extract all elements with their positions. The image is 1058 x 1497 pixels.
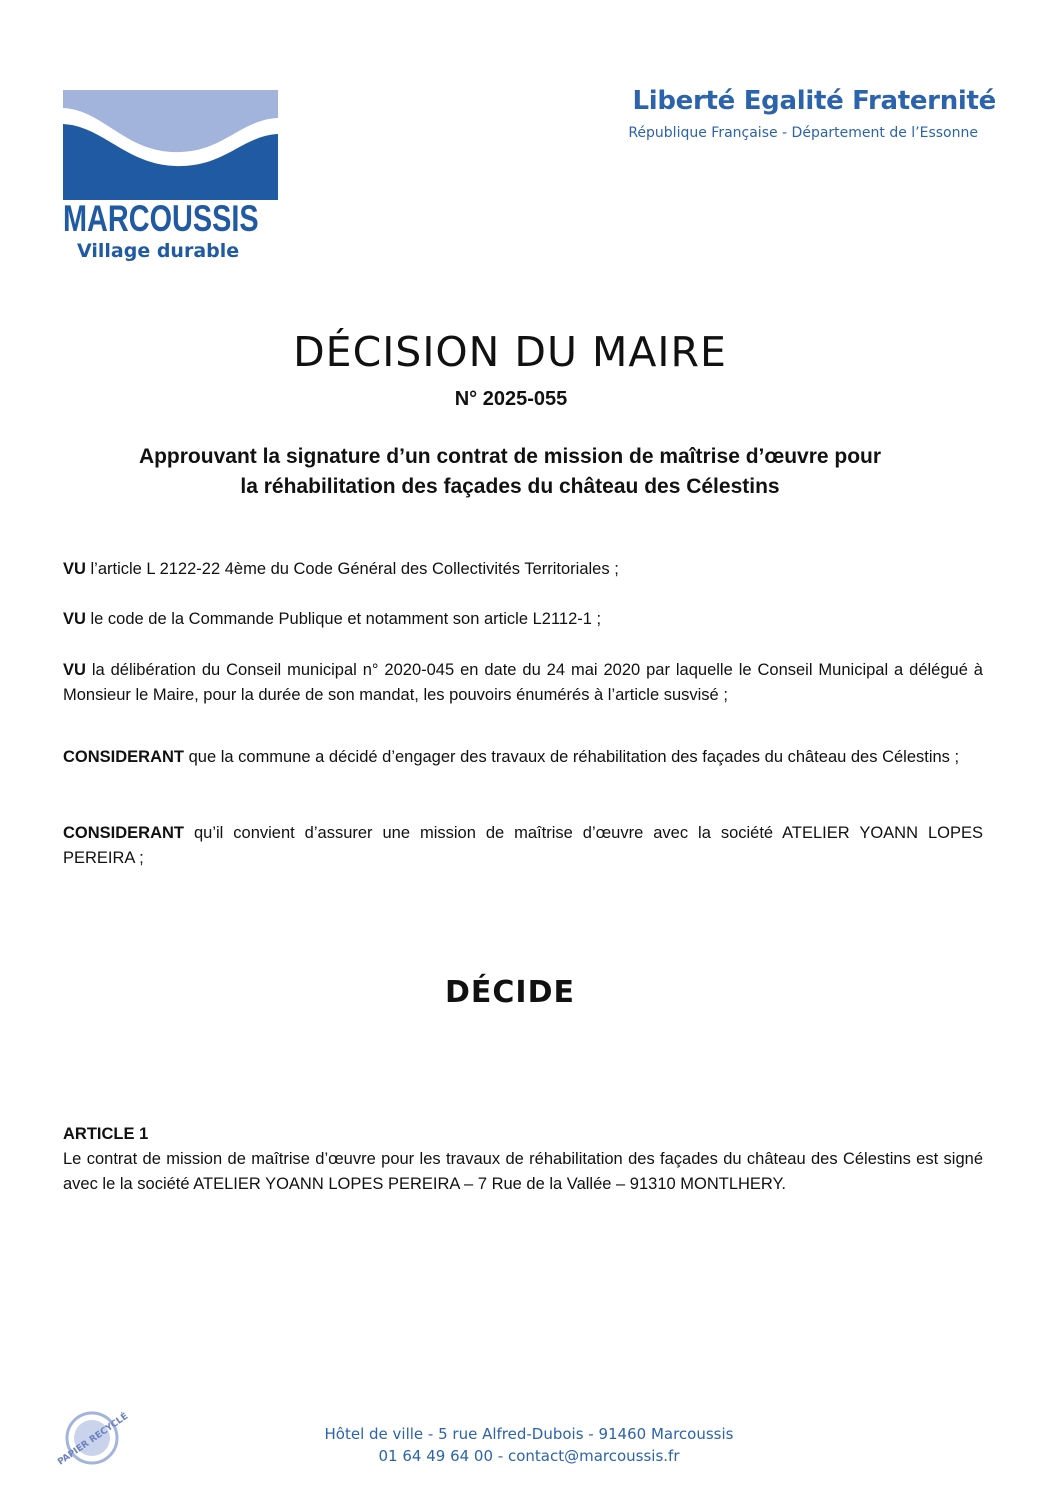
subject-line-1: Approuvant la signature d’un contrat de mission de maîtrise d’œuvre pour (138, 445, 882, 468)
paragraph-vu-1 (63, 557, 983, 582)
paragraph-lead: CONSIDERANT (63, 748, 185, 766)
article-heading: ARTICLE 1 (63, 1125, 149, 1143)
article-text: Le contrat de mission de maîtrise d’œuvre pour les travaux de réhabilitation des façades du château des Célestins est signé avec le la société ATELIER YOANN LOPES PEREIRA – 7 Rue de la Vallée – 91310 MONTLHERY. (63, 1150, 983, 1193)
paragraph-lead: CONSIDERANT (63, 824, 185, 842)
decision-number: N° 2025-055 (454, 388, 568, 410)
paragraph-text: la délibération du Conseil municipal n° 2020-045 en date du 24 mai 2020 par laquelle le Conseil Municipal a délégué à Monsieur le Maire, pour la durée de son mandat, les pouvoirs énumérés à l’article susvisé ; (63, 661, 983, 704)
paragraph-text: l’article L 2122-22 4ème du Code Général des Collectivités Territoriales ; (85, 560, 619, 578)
footer-address: Hôtel de ville - 5 rue Alfred-Dubois - 91460 Marcoussis (324, 1425, 734, 1443)
paragraph-text: que la commune a décidé d’engager des travaux de réhabilitation des façades du château des Célestins ; (184, 748, 960, 766)
page-title: DÉCISION DU MAIRE (293, 328, 727, 376)
paragraph-considerant-2 (63, 821, 983, 871)
paragraph-lead: VU (63, 610, 86, 628)
subject-line-2: la réhabilitation des façades du château des Célestins (240, 475, 780, 498)
decide-heading: DÉCIDE (445, 975, 575, 1010)
paragraph-lead: VU (63, 661, 86, 679)
footer-contact: 01 64 49 64 00 - contact@marcoussis.fr (378, 1447, 680, 1465)
logo-name: MARCOUSSIS (63, 198, 259, 239)
republic-motto: Liberté Egalité Fraternité (632, 86, 996, 116)
logo-wave-icon (63, 90, 278, 200)
paragraph-vu-3 (63, 658, 983, 708)
paragraph-considerant-1 (63, 745, 983, 770)
logo-tagline: Village durable (77, 240, 240, 262)
paragraph-text: le code de la Commande Publique et notamment son article L2112-1 ; (85, 610, 602, 628)
paragraph-vu-2 (63, 607, 983, 632)
paragraph-text: qu’il convient d’assurer une mission de maîtrise d’œuvre avec la société ATELIER YOANN LOPES PEREIRA ; (63, 824, 983, 867)
recycle-label: PAPIER RECYCLÉ (56, 1411, 131, 1468)
decision-subject (60, 442, 960, 502)
marcoussis-logo (63, 90, 278, 265)
republic-subtitle: République Française - Département de l’Essonne (628, 125, 978, 141)
article-1 (63, 1122, 983, 1197)
paragraph-lead: VU (63, 560, 86, 578)
